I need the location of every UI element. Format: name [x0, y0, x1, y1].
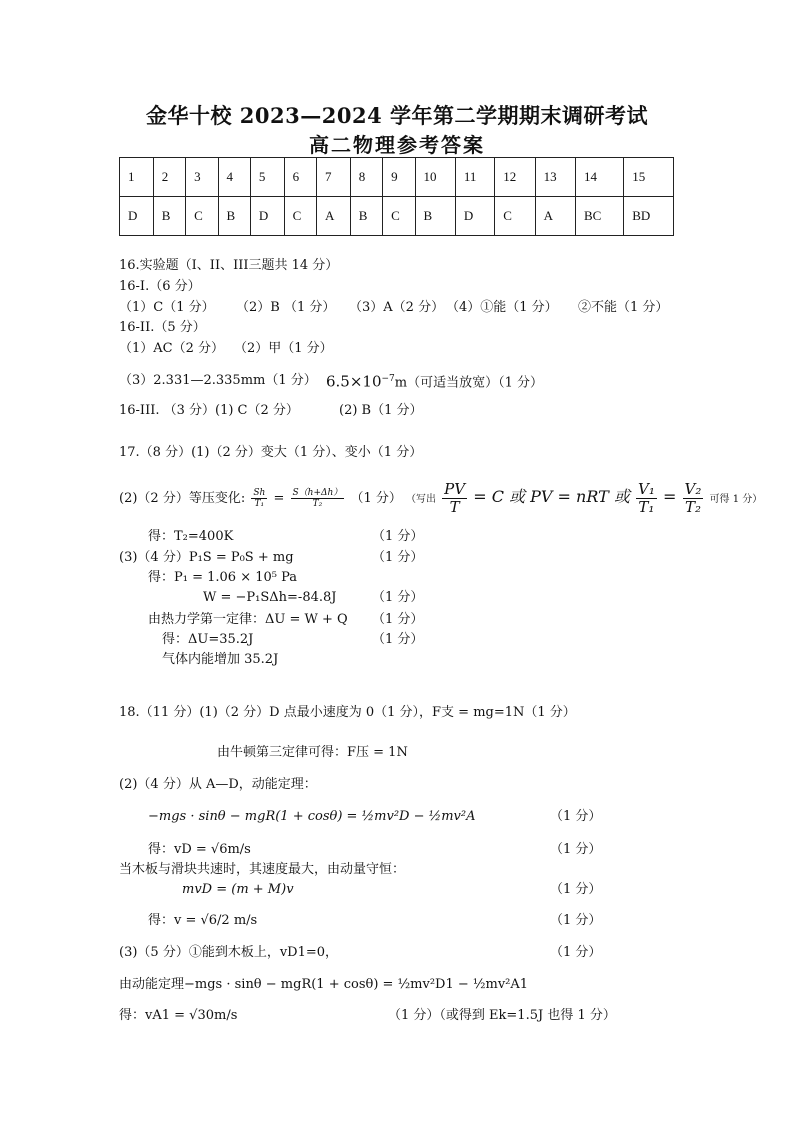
answer-cell: BD — [624, 197, 674, 236]
q17-line-3: 得：T₂=400K — [148, 529, 234, 544]
answer-table-answer-row — [120, 197, 674, 236]
page-title: 金华十校 2023—2024 学年第二学期期末调研考试 — [145, 103, 648, 128]
q17-line-2-alt-eq: = C 或 PV = nRT 或 — [473, 487, 630, 506]
q17-fraction-pvt-denominator: T — [449, 498, 460, 516]
q17-fraction-v1t1-numerator: V₁ — [638, 480, 655, 498]
q17-line-2-alt-post: 可得 1 分） — [709, 494, 763, 505]
question-number-cell: 8 — [350, 158, 382, 197]
q17-line-3-score: （1 分） — [372, 529, 424, 544]
q16-i-header: 16-I.（6 分） — [119, 279, 201, 294]
answer-cell: A — [317, 197, 351, 236]
q16-ii-header: 16-II.（5 分） — [119, 320, 206, 335]
answer-table — [119, 157, 674, 236]
q16-ii-answer-4-rest: m（可适当放宽）（1 分） — [394, 375, 544, 391]
q18-line-10: 由动能定理−mgs · sinθ − mgR(1 + cosθ) = ½mv²D1 − ½mv²A1 — [119, 977, 529, 992]
q16-i-answer-1: （1）C（1 分） — [119, 300, 215, 315]
q17-line-7-score: （1 分） — [372, 612, 424, 627]
q18-line-4-score: （1 分） — [550, 809, 602, 824]
q16-ii-answer-1: （1）AC（2 分） — [119, 341, 225, 356]
answer-cell: B — [350, 197, 382, 236]
answer-cell: C — [495, 197, 535, 236]
q17-line-2-alt-prefix: （写出 — [406, 494, 436, 505]
q17-line-8-score: （1 分） — [372, 632, 424, 647]
page-subtitle: 高二物理参考答案 — [309, 133, 485, 157]
q17-line-6: W = −P₁SΔh=-84.8J — [203, 590, 337, 605]
q18-line-9-score: （1 分） — [550, 945, 602, 960]
q18-line-5-score: （1 分） — [550, 842, 602, 857]
q18-line-11: 得：vA1 = √30m/s — [119, 1008, 238, 1023]
q17-fraction-pvt-numerator: PV — [444, 480, 466, 498]
question-number-cell: 12 — [495, 158, 535, 197]
question-number-cell: 5 — [250, 158, 284, 197]
q17-line-6-score: （1 分） — [372, 590, 424, 605]
q16-i-answer-5: ②不能（1 分） — [578, 300, 669, 315]
q16-ii-answer-2: （2）甲（1 分） — [234, 341, 333, 356]
q18-line-7: mvD = (m + M)v — [182, 882, 294, 897]
q17-line-2-equals: = — [273, 491, 285, 506]
q16-ii-answer-4 — [326, 371, 543, 391]
q17-fraction-v1t1 — [636, 481, 657, 516]
answer-cell: D — [455, 197, 494, 236]
q17-line-1: 17.（8 分）(1)（2 分）变大（1 分）、变小（1 分） — [119, 445, 423, 460]
q18-line-4: −mgs · sinθ − mgR(1 + cosθ) = ½mv²D − ½mv²A — [148, 809, 476, 824]
answer-cell: D — [250, 197, 284, 236]
q18-line-6: 当木板与滑块共速时，其速度最大，由动量守恒： — [119, 862, 406, 877]
q16-ii-answer-4-exponent: −7 — [381, 374, 395, 384]
question-number-cell: 10 — [415, 158, 455, 197]
q16-i-answer-3: （3）A（2 分） — [349, 300, 445, 315]
q17-fraction-1-numerator: Sh — [253, 488, 266, 498]
question-number-cell: 1 — [120, 158, 154, 197]
question-number-cell: 6 — [284, 158, 316, 197]
answer-cell: B — [153, 197, 185, 236]
q16-ii-answer-3: （3）2.331—2.335mm（1 分） — [119, 373, 317, 388]
q17-fraction-v2t2 — [683, 481, 704, 516]
q17-fraction-1-denominator: T₁ — [254, 499, 265, 509]
q17-fraction-2-numerator: S（h+Δh） — [292, 488, 343, 498]
q17-line-9: 气体内能增加 35.2J — [162, 652, 279, 667]
answer-cell: C — [186, 197, 218, 236]
answer-cell: D — [120, 197, 154, 236]
answer-cell: C — [383, 197, 415, 236]
question-number-cell: 4 — [218, 158, 250, 197]
q16-iii-answer-2: (2) B（1 分） — [339, 403, 423, 418]
q17-fraction-2 — [291, 488, 345, 509]
answer-cell: B — [415, 197, 455, 236]
q18-line-5: 得：vD = √6m/s — [148, 842, 251, 857]
q17-fraction-pvt — [442, 481, 467, 516]
question-number-cell: 7 — [317, 158, 351, 197]
answer-table-number-row — [120, 158, 674, 197]
answer-cell: B — [218, 197, 250, 236]
q18-line-8: 得：v = √6/2 m/s — [148, 913, 258, 928]
q18-line-1: 18.（11 分）(1)（2 分）D 点最小速度为 0（1 分），F支 = mg=1N（1 分） — [119, 705, 576, 720]
q17-line-4: (3)（4 分）P₁S = P₀S + mg — [119, 550, 294, 565]
answer-cell: A — [535, 197, 575, 236]
question-number-cell: 9 — [383, 158, 415, 197]
q17-line-5: 得：P₁ = 1.06 × 10⁵ Pa — [148, 570, 298, 585]
q17-line-2: (2)（2 分）等压变化: $\frac{Sh}{\text{T₁}}$ = $\frac{S(h+\Delta h)}{\text{T₂}}$ （1 分） （写出 $\frac{PV}{T}$ = C 或 PV = nRT 或 $\frac{\text{V₁}}{\text{T₁}}$ = $\frac{\text{V₂}}{\text{T₂}}$ 可得 1 分） — [119, 480, 763, 516]
question-number-cell: 14 — [575, 158, 623, 197]
q16-ii-answer-4-value: 6.5×10 — [326, 372, 382, 391]
q16-iii-answer-1: 16-III. （3 分）(1) C（2 分） — [119, 403, 299, 418]
answer-cell: C — [284, 197, 316, 236]
q17-line-7: 由热力学第一定律：ΔU = W + Q — [148, 612, 348, 627]
q16-header: 16.实验题（I、II、III三题共 14 分） — [119, 258, 339, 273]
q17-fraction-1 — [251, 488, 267, 509]
question-number-cell: 2 — [153, 158, 185, 197]
q18-line-8-score: （1 分） — [550, 913, 602, 928]
question-number-cell: 15 — [624, 158, 674, 197]
q17-line-2-score: （1 分） — [350, 491, 402, 506]
answer-cell: BC — [575, 197, 623, 236]
q18-line-2: 由牛顿第三定律可得：F压 = 1N — [217, 745, 408, 760]
q17-fraction-v2t2-denominator: T₂ — [684, 498, 701, 516]
question-number-cell: 3 — [186, 158, 218, 197]
q17-line-8: 得：ΔU=35.2J — [162, 632, 254, 647]
q17-fraction-v2t2-numerator: V₂ — [684, 480, 702, 498]
q18-line-11-score: （1 分）（或得到 Ek=1.5J 也得 1 分） — [388, 1008, 616, 1023]
q16-i-answer-2: （2）B （1 分） — [236, 300, 336, 315]
q17-fraction-v1t1-denominator: T₁ — [638, 498, 655, 516]
q18-line-3: (2)（4 分）从 A—D，动能定理： — [119, 777, 317, 792]
q17-line-4-score: （1 分） — [372, 550, 424, 565]
question-number-cell: 11 — [455, 158, 494, 197]
q18-line-7-score: （1 分） — [550, 882, 602, 897]
q18-line-9: (3)（5 分）①能到木板上，vD1=0， — [119, 945, 339, 960]
question-number-cell: 13 — [535, 158, 575, 197]
q17-line-2-prefix: (2)（2 分）等压变化: — [119, 491, 246, 506]
q17-fraction-2-denominator: T₂ — [312, 499, 323, 509]
q16-i-answer-4: （4）①能（1 分） — [446, 300, 558, 315]
